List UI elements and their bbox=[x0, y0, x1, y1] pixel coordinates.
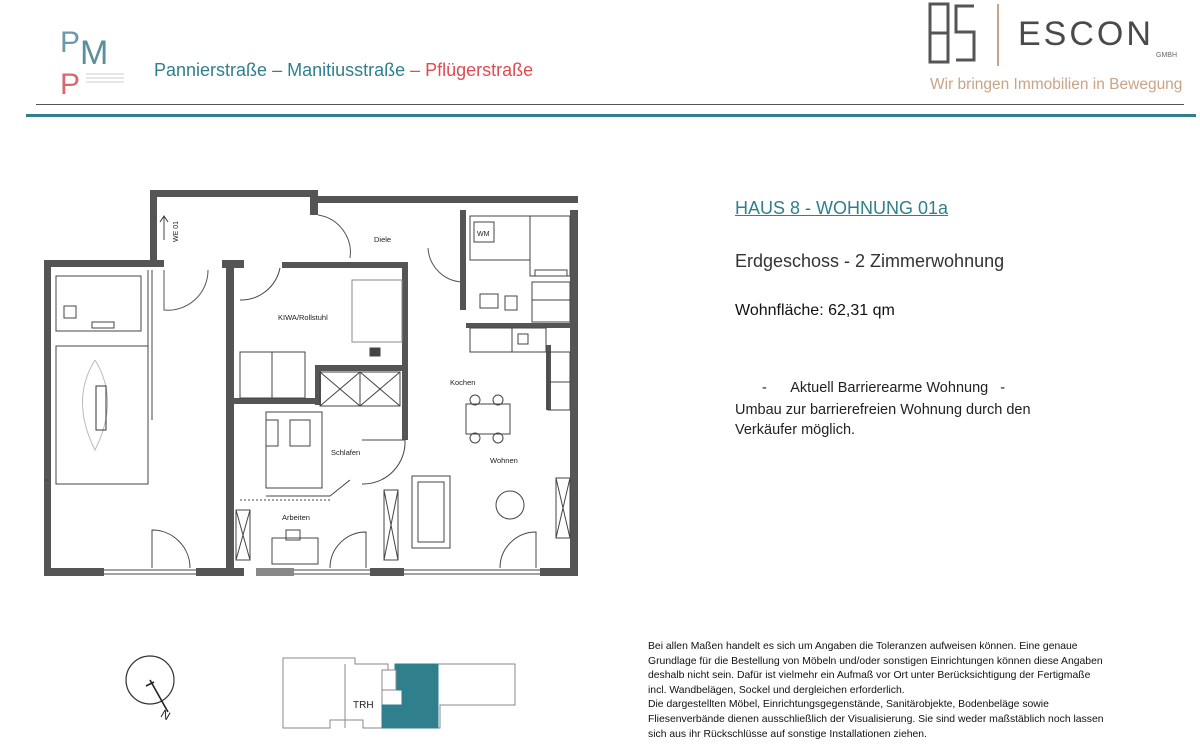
washing-machine-label: WM bbox=[477, 231, 490, 238]
svg-text:P: P bbox=[60, 26, 81, 59]
site-plan-area bbox=[120, 650, 560, 740]
note-line-1: - Aktuell Barrierearme Wohnung - bbox=[762, 380, 1006, 396]
unit-title: HAUS 8 - WOHNUNG 01a bbox=[735, 198, 949, 218]
site-plan bbox=[283, 658, 515, 728]
note-line-3: Verkäufer möglich. bbox=[735, 422, 856, 438]
disclaimer-line: Grundlage für die Bestellung von Möbeln und/oder sonstigen Einrichtungen können diese Angaben bbox=[648, 655, 1103, 667]
legal-disclaimer bbox=[648, 640, 1168, 742]
street-separator: – bbox=[405, 60, 426, 80]
company-name: ESCON bbox=[1018, 15, 1154, 53]
company-suffix: GMBH bbox=[1156, 52, 1177, 59]
entrance-tag: WE 01 bbox=[173, 220, 180, 242]
room-label-kochen: Kochen bbox=[450, 378, 476, 387]
svg-text:P: P bbox=[60, 68, 81, 100]
disclaimer-line: Die dargestellten Möbel, Einrichtungsgegenstände, Sanitärobjekte, Bodenbeläge sowie bbox=[648, 699, 1049, 711]
street-manitiusstrasse: Manitiusstraße bbox=[287, 60, 406, 80]
disclaimer-line: Fliesenverbände dienen ausschließlich der Visualisierung. Sie sind weder maßstäblich noch lassen bbox=[648, 713, 1104, 725]
room-label-diele: Diele bbox=[374, 235, 392, 244]
disclaimer-line: incl. Wandbelägen, Sockel und dergleichen erforderlich. bbox=[648, 684, 905, 696]
site-plan-label: TRH bbox=[353, 700, 374, 711]
street-separator: – bbox=[267, 60, 288, 80]
floor-type: Erdgeschoss - 2 Zimmerwohnung bbox=[735, 251, 1005, 271]
room-label-wohnen: Wohnen bbox=[490, 456, 518, 465]
living-area: Wohnfläche: 62,31 qm bbox=[735, 302, 895, 319]
street-pfluegerstrasse: Pflügerstraße bbox=[425, 60, 534, 80]
room-label-schlafen: Schlafen bbox=[331, 448, 361, 457]
street-pannierstrasse: Pannierstraße bbox=[154, 60, 268, 80]
disclaimer-line: deshalb nicht sein. Dafür ist vielmehr ein Aufmaß vor Ort unter Berücksichtigung der Fertigmaße bbox=[648, 670, 1091, 682]
room-label-arbeiten: Arbeiten bbox=[282, 513, 310, 522]
note-line-2: Umbau zur barrierefreien Wohnung durch den bbox=[735, 402, 1031, 418]
company-slogan: Wir bringen Immobilien in Bewegung bbox=[930, 76, 1183, 93]
disclaimer-line: sich aus ihr Rückschlüsse auf sonstige Installationen ziehen. bbox=[648, 728, 927, 740]
disclaimer-line: Bei allen Maßen handelt es sich um Angaben die Toleranzen aufweisen können. Eine genaue bbox=[648, 641, 1078, 652]
north-compass-icon bbox=[126, 656, 174, 723]
room-label-kiwa: KIWA/Rollstuhl bbox=[278, 313, 328, 322]
svg-text:N: N bbox=[158, 706, 173, 724]
svg-text:M: M bbox=[80, 34, 109, 72]
